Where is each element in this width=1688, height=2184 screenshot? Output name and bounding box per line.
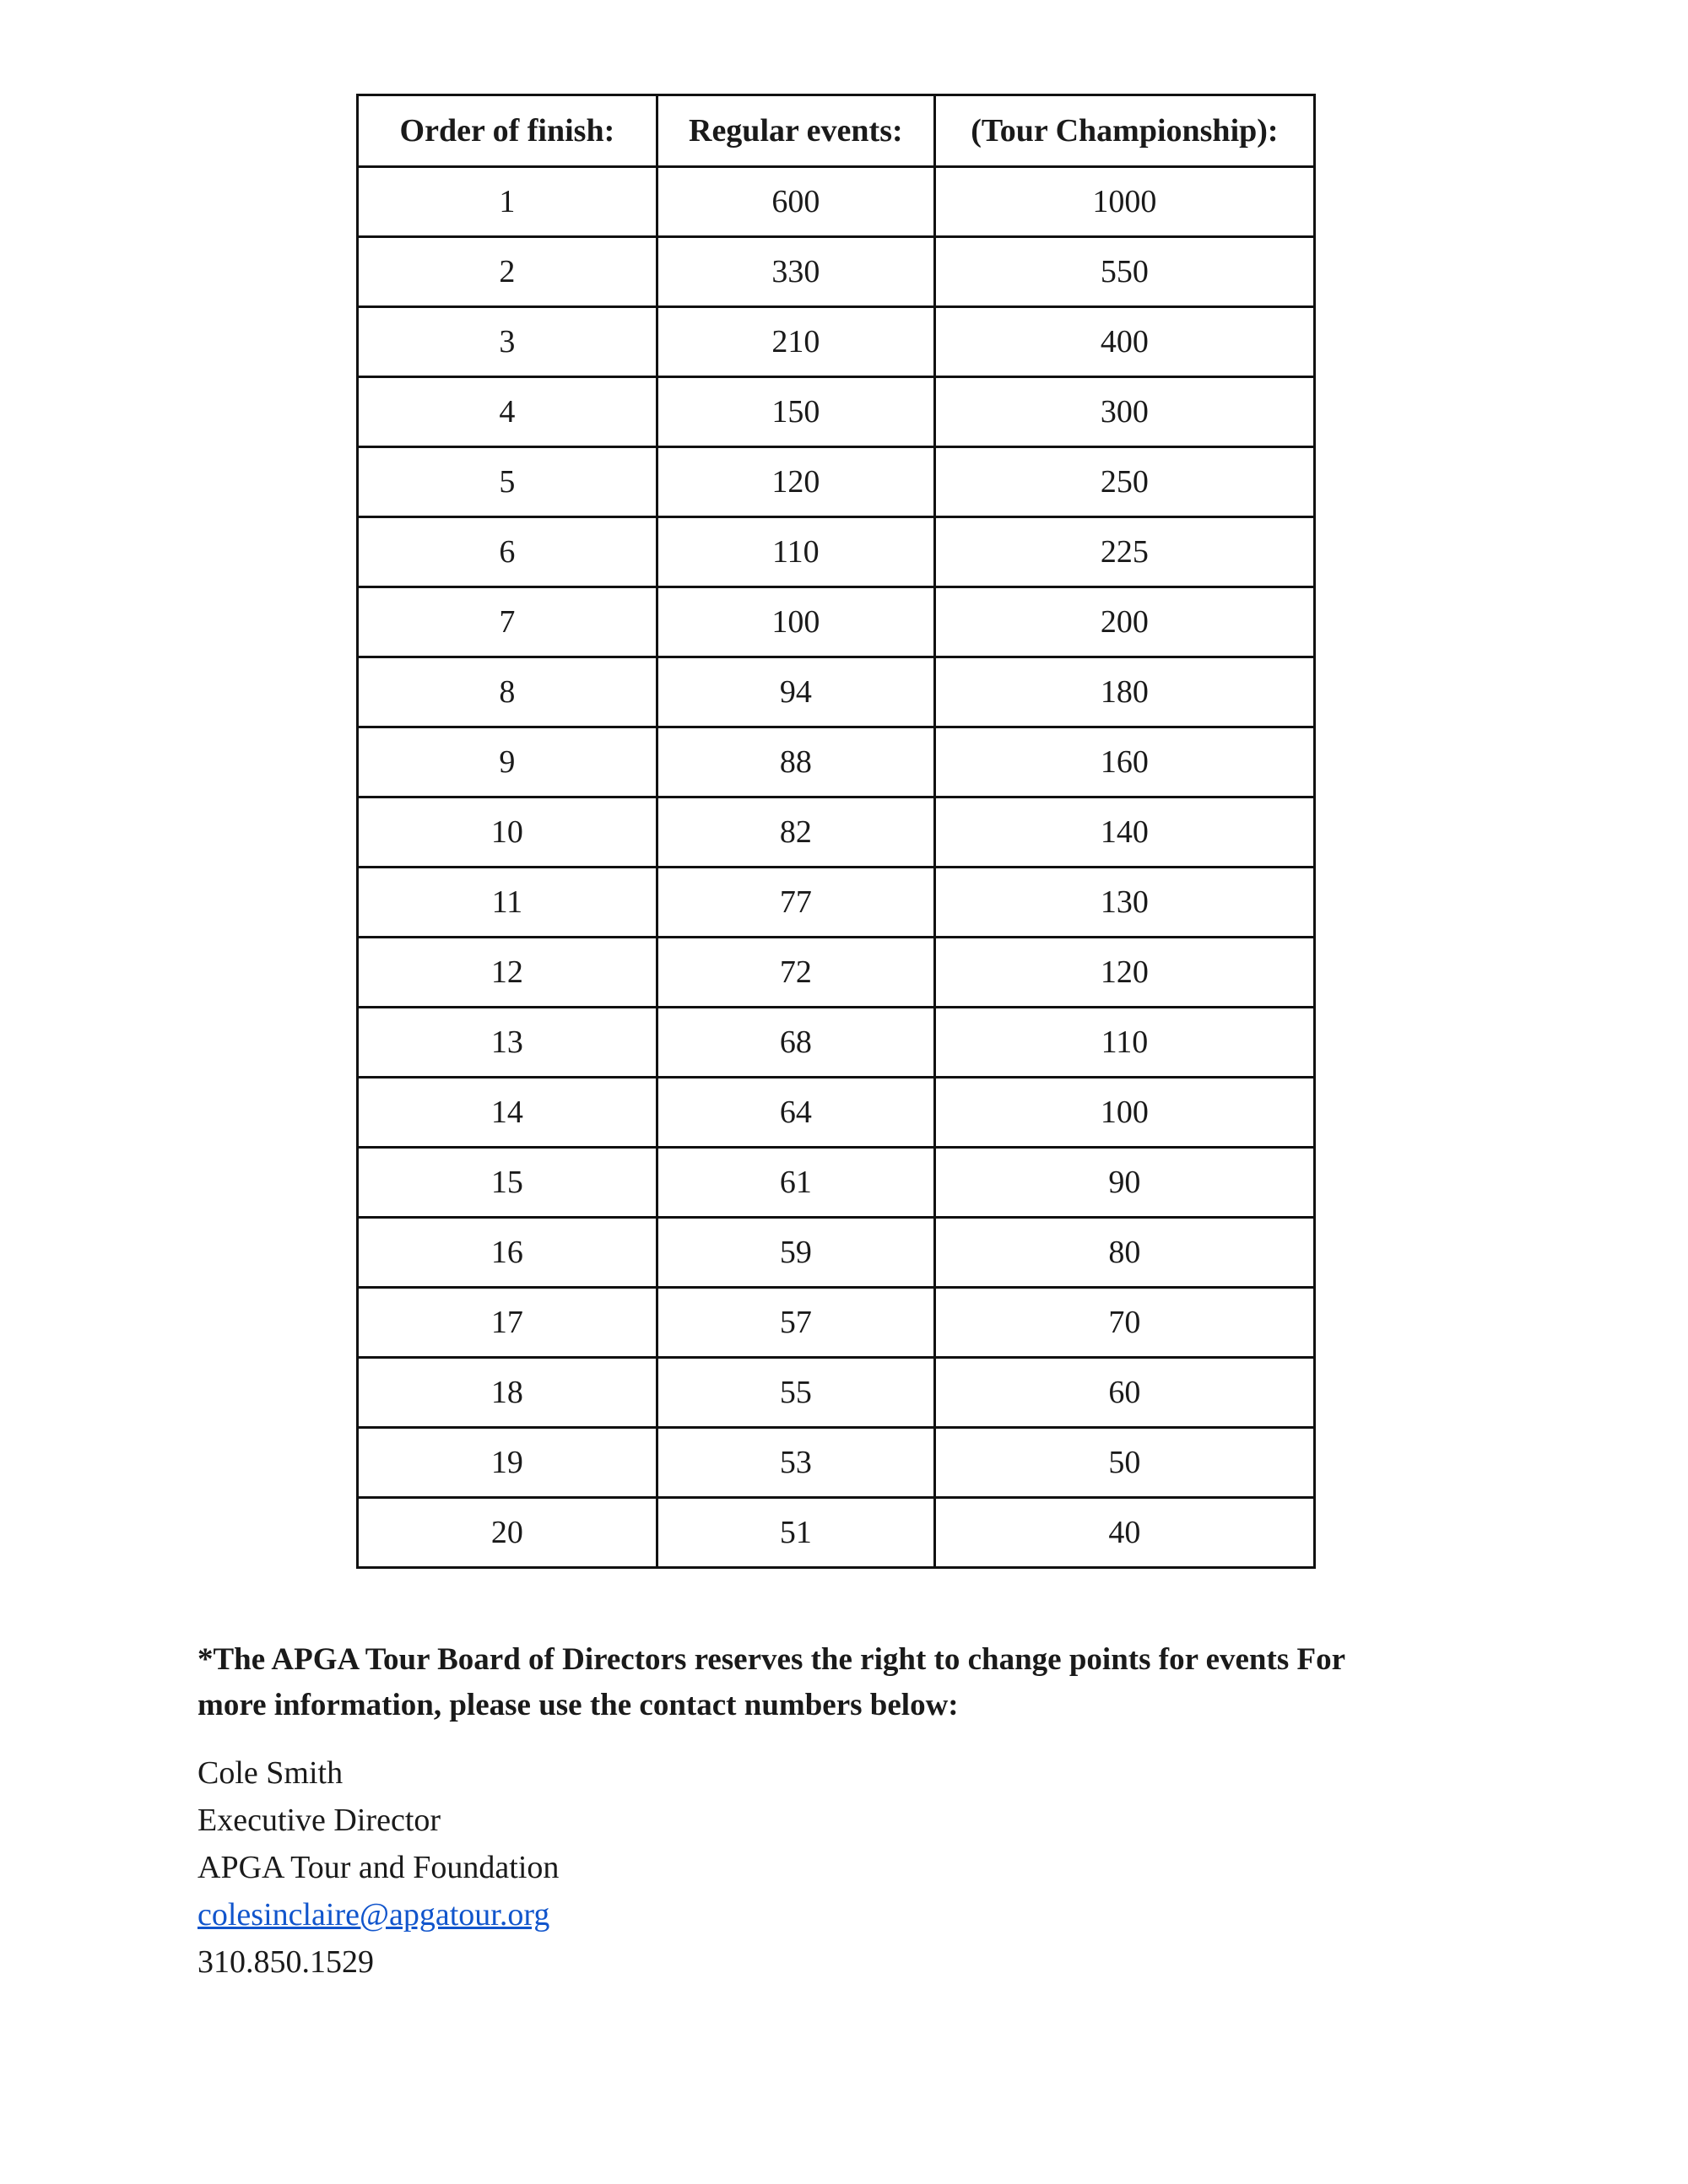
regular-points-cell: 59 [657, 1218, 934, 1288]
regular-points-cell: 94 [657, 657, 934, 727]
order-cell: 1 [358, 167, 657, 237]
header-order-of-finish: Order of finish: [358, 95, 657, 167]
regular-points-cell: 100 [657, 587, 934, 657]
table-row [358, 1288, 1315, 1358]
table-header-row [358, 95, 1315, 167]
championship-points-cell: 140 [934, 797, 1314, 868]
championship-points-cell: 70 [934, 1288, 1314, 1358]
championship-points-cell: 300 [934, 377, 1314, 447]
regular-points-cell: 110 [657, 517, 934, 587]
order-cell: 5 [358, 447, 657, 517]
championship-points-cell: 225 [934, 517, 1314, 587]
table-row [358, 1428, 1315, 1498]
regular-points-cell: 210 [657, 307, 934, 377]
table-row [358, 938, 1315, 1008]
regular-points-cell: 330 [657, 237, 934, 307]
contact-name: Cole Smith [197, 1755, 344, 1791]
table-row [358, 797, 1315, 868]
header-tour-championship: (Tour Championship): [934, 95, 1314, 167]
order-cell: 10 [358, 797, 657, 868]
championship-points-cell: 60 [934, 1358, 1314, 1428]
championship-points-cell: 50 [934, 1428, 1314, 1498]
regular-points-cell: 88 [657, 727, 934, 797]
championship-points-cell: 100 [934, 1078, 1314, 1148]
championship-points-cell: 550 [934, 237, 1314, 307]
regular-points-cell: 55 [657, 1358, 934, 1428]
championship-points-cell: 80 [934, 1218, 1314, 1288]
regular-points-cell: 61 [657, 1148, 934, 1218]
points-table [356, 94, 1316, 1569]
table-row [358, 517, 1315, 587]
regular-points-cell: 51 [657, 1498, 934, 1568]
regular-points-cell: 72 [657, 938, 934, 1008]
order-cell: 7 [358, 587, 657, 657]
order-cell: 15 [358, 1148, 657, 1218]
regular-points-cell: 120 [657, 447, 934, 517]
table-row [358, 377, 1315, 447]
championship-points-cell: 250 [934, 447, 1314, 517]
order-cell: 12 [358, 938, 657, 1008]
order-cell: 3 [358, 307, 657, 377]
order-cell: 17 [358, 1288, 657, 1358]
table-row [358, 657, 1315, 727]
table-row [358, 1498, 1315, 1568]
table-row [358, 727, 1315, 797]
regular-points-cell: 77 [657, 868, 934, 938]
table-row [358, 1148, 1315, 1218]
table-row [358, 1218, 1315, 1288]
regular-points-cell: 64 [657, 1078, 934, 1148]
regular-points-cell: 53 [657, 1428, 934, 1498]
contact-organization: APGA Tour and Foundation [197, 1850, 560, 1885]
championship-points-cell: 180 [934, 657, 1314, 727]
table-row [358, 307, 1315, 377]
order-cell: 9 [358, 727, 657, 797]
championship-points-cell: 120 [934, 938, 1314, 1008]
order-cell: 14 [358, 1078, 657, 1148]
table-row [358, 1358, 1315, 1428]
header-regular-events: Regular events: [657, 95, 934, 167]
order-cell: 4 [358, 377, 657, 447]
contact-block [197, 1749, 559, 1986]
championship-points-cell: 1000 [934, 167, 1314, 237]
regular-points-cell: 57 [657, 1288, 934, 1358]
order-cell: 19 [358, 1428, 657, 1498]
championship-points-cell: 110 [934, 1008, 1314, 1078]
championship-points-cell: 90 [934, 1148, 1314, 1218]
table-row [358, 868, 1315, 938]
contact-phone: 310.850.1529 [197, 1944, 374, 1980]
order-cell: 11 [358, 868, 657, 938]
table-row [358, 167, 1315, 237]
order-cell: 2 [358, 237, 657, 307]
contact-title: Executive Director [197, 1803, 441, 1838]
table-row [358, 1078, 1315, 1148]
table-row [358, 587, 1315, 657]
order-cell: 8 [358, 657, 657, 727]
order-cell: 13 [358, 1008, 657, 1078]
championship-points-cell: 160 [934, 727, 1314, 797]
championship-points-cell: 40 [934, 1498, 1314, 1568]
order-cell: 20 [358, 1498, 657, 1568]
championship-points-cell: 130 [934, 868, 1314, 938]
table-row [358, 447, 1315, 517]
disclaimer-note: *The APGA Tour Board of Directors reserves the right to change points for events For more information, please use the contact numbers below: [197, 1642, 1345, 1722]
regular-points-cell: 68 [657, 1008, 934, 1078]
order-cell: 6 [358, 517, 657, 587]
contact-email-link[interactable]: colesinclaire@apgatour.org [197, 1897, 550, 1933]
championship-points-cell: 200 [934, 587, 1314, 657]
table-row [358, 1008, 1315, 1078]
table-row [358, 237, 1315, 307]
order-cell: 18 [358, 1358, 657, 1428]
regular-points-cell: 150 [657, 377, 934, 447]
regular-points-cell: 82 [657, 797, 934, 868]
regular-points-cell: 600 [657, 167, 934, 237]
championship-points-cell: 400 [934, 307, 1314, 377]
order-cell: 16 [358, 1218, 657, 1288]
